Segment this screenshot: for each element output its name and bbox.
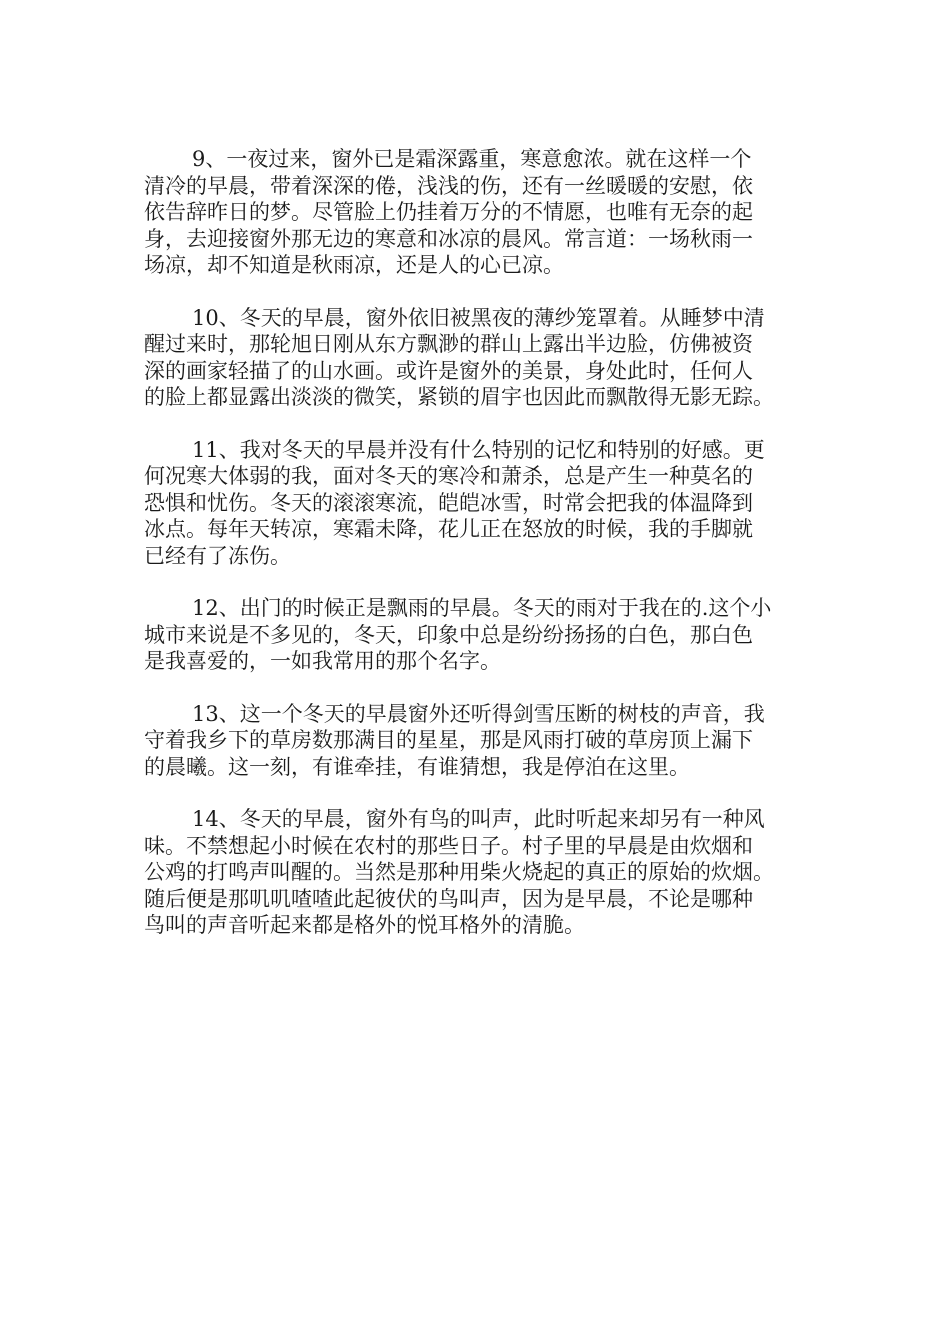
paragraph-line: 的脸上都显露出淡淡的微笑，紧锁的眉宇也因此而飘散得无影无踪。 [144,385,774,409]
paragraph-line: 守着我乡下的草房数那满目的星星，那是风雨打破的草房顶上漏下 [144,728,753,752]
paragraph-line: 14、冬天的早晨，窗外有鸟的叫声，此时听起来却另有一种风 [192,807,765,831]
paragraph-11 [144,437,816,570]
paragraph-line: 场凉，却不知道是秋雨凉，还是人的心已凉。 [144,253,564,277]
paragraph-line: 11、我对冬天的早晨并没有什么特别的记忆和特别的好感。更 [192,437,765,462]
paragraph-line: 的晨曦。这一刻，有谁牵挂，有谁猜想，我是停泊在这里。 [144,754,690,779]
paragraph-9 [144,146,816,279]
paragraph-12 [144,595,816,675]
paragraph-line: 12、出门的时候正是飘雨的早晨。冬天的雨对于我在的.这个小 [192,596,772,620]
paragraph-line: 清冷的早晨，带着深深的倦，浅浅的伤，还有一丝暖暖的安慰，依 [144,173,753,198]
paragraph-line: 已经有了冻伤。 [144,543,291,568]
paragraph-line: 何况寒大体弱的我，面对冬天的寒冷和萧杀，总是产生一种莫名的 [144,464,753,488]
paragraph-line: 9、一夜过来，窗外已是霜深露重，寒意愈浓。就在这样一个 [192,147,752,171]
paragraph-10 [144,305,816,411]
paragraph-line: 13、这一个冬天的早晨窗外还听得剑雪压断的树枝的声音，我 [192,701,765,726]
paragraph-line: 10、冬天的早晨，窗外依旧被黑夜的薄纱笼罩着。从睡梦中清 [192,305,765,330]
paragraph-line: 公鸡的打鸣声叫醒的。当然是那种用柴火烧起的真正的原始的炊烟。 [144,860,774,884]
paragraph-line: 随后便是那叽叽喳喳此起彼伏的鸟叫声，因为是早晨，不论是哪种 [144,886,753,911]
paragraph-line: 味。不禁想起小时候在农村的那些日子。村子里的早晨是由炊烟和 [144,833,753,858]
paragraph-line: 恐惧和忧伤。冬天的滚滚寒流，皑皑冰雪，时常会把我的体温降到 [144,490,753,515]
paragraph-line: 城市来说是不多见的，冬天，印象中总是纷纷扬扬的白色，那白色 [144,622,753,647]
document-body [144,146,816,965]
paragraph-line: 是我喜爱的，一如我常用的那个名字。 [144,649,501,673]
paragraph-line: 醒过来时，那轮旭日刚从东方飘渺的群山上露出半边脸，仿佛被资 [144,332,753,356]
paragraph-line: 身，去迎接窗外那无边的寒意和冰凉的晨风。常言道：一场秋雨一 [144,226,753,251]
paragraph-line: 依告辞昨日的梦。尽管脸上仍挂着万分的不情愿，也唯有无奈的起 [144,200,753,224]
paragraph-13 [144,701,816,781]
paragraph-14 [144,806,816,939]
paragraph-line: 冰点。每年天转凉，寒霜未降，花儿正在怒放的时候，我的手脚就 [144,517,753,541]
paragraph-line: 深的画家轻描了的山水画。或许是窗外的美景，身处此时，任何人 [144,358,753,383]
paragraph-line: 鸟叫的声音听起来都是格外的悦耳格外的清脆。 [144,913,585,937]
